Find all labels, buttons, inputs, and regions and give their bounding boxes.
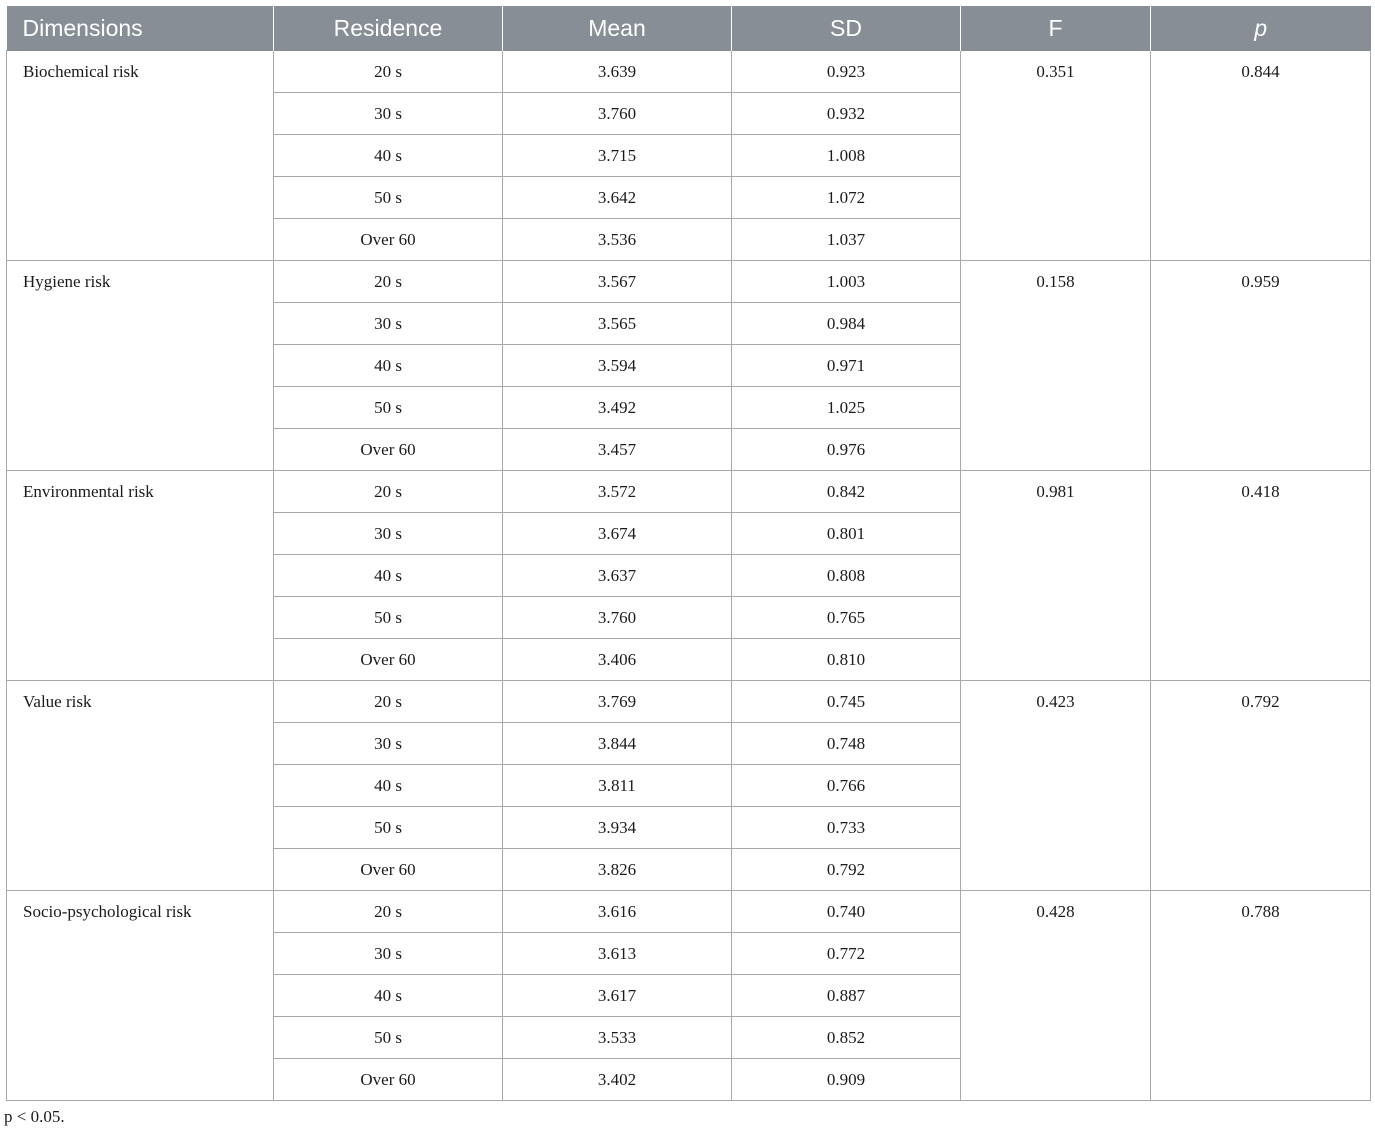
sd-cell: 0.801 <box>732 513 961 555</box>
residence-cell: 20 s <box>274 261 503 303</box>
sd-cell: 0.971 <box>732 345 961 387</box>
mean-cell: 3.639 <box>503 51 732 93</box>
residence-cell: 20 s <box>274 891 503 933</box>
sd-cell: 0.810 <box>732 639 961 681</box>
p-value-cell: 0.418 <box>1151 471 1371 681</box>
residence-cell: 30 s <box>274 93 503 135</box>
residence-cell: 50 s <box>274 807 503 849</box>
table-body <box>7 51 1371 1101</box>
residence-cell: 20 s <box>274 681 503 723</box>
sd-cell: 0.852 <box>732 1017 961 1059</box>
residence-cell: 40 s <box>274 555 503 597</box>
residence-cell: 20 s <box>274 471 503 513</box>
sd-cell: 0.923 <box>732 51 961 93</box>
sd-cell: 0.733 <box>732 807 961 849</box>
mean-cell: 3.642 <box>503 177 732 219</box>
sd-cell: 0.745 <box>732 681 961 723</box>
sd-cell: 0.808 <box>732 555 961 597</box>
table-row <box>7 471 1371 513</box>
residence-cell: 30 s <box>274 933 503 975</box>
mean-cell: 3.934 <box>503 807 732 849</box>
sd-cell: 1.025 <box>732 387 961 429</box>
sd-cell: 1.037 <box>732 219 961 261</box>
mean-cell: 3.536 <box>503 219 732 261</box>
header-p: p <box>1151 6 1371 51</box>
dimension-cell: Value risk <box>7 681 274 891</box>
residence-cell: 30 s <box>274 513 503 555</box>
mean-cell: 3.457 <box>503 429 732 471</box>
sd-cell: 0.772 <box>732 933 961 975</box>
sd-cell: 0.976 <box>732 429 961 471</box>
mean-cell: 3.492 <box>503 387 732 429</box>
residence-cell: 30 s <box>274 723 503 765</box>
residence-cell: 40 s <box>274 765 503 807</box>
residence-cell: Over 60 <box>274 639 503 681</box>
sd-cell: 0.766 <box>732 765 961 807</box>
f-value-cell: 0.158 <box>961 261 1151 471</box>
sd-cell: 0.740 <box>732 891 961 933</box>
dimension-cell: Biochemical risk <box>7 51 274 261</box>
header-sd: SD <box>732 6 961 51</box>
residence-cell: Over 60 <box>274 219 503 261</box>
header-f: F <box>961 6 1151 51</box>
sd-cell: 0.765 <box>732 597 961 639</box>
header-row <box>7 6 1371 51</box>
mean-cell: 3.406 <box>503 639 732 681</box>
mean-cell: 3.402 <box>503 1059 732 1101</box>
sd-cell: 1.008 <box>732 135 961 177</box>
sd-cell: 1.003 <box>732 261 961 303</box>
residence-cell: 20 s <box>274 51 503 93</box>
residence-cell: 40 s <box>274 975 503 1017</box>
residence-cell: 40 s <box>274 135 503 177</box>
f-value-cell: 0.428 <box>961 891 1151 1101</box>
p-value-cell: 0.788 <box>1151 891 1371 1101</box>
sd-cell: 0.932 <box>732 93 961 135</box>
table-row <box>7 261 1371 303</box>
mean-cell: 3.616 <box>503 891 732 933</box>
residence-cell: 50 s <box>274 387 503 429</box>
sd-cell: 0.748 <box>732 723 961 765</box>
mean-cell: 3.594 <box>503 345 732 387</box>
table-row <box>7 891 1371 933</box>
dimension-cell: Hygiene risk <box>7 261 274 471</box>
sd-cell: 0.984 <box>732 303 961 345</box>
mean-cell: 3.565 <box>503 303 732 345</box>
residence-cell: Over 60 <box>274 429 503 471</box>
mean-cell: 3.715 <box>503 135 732 177</box>
residence-cell: 40 s <box>274 345 503 387</box>
residence-cell: Over 60 <box>274 849 503 891</box>
header-mean: Mean <box>503 6 732 51</box>
mean-cell: 3.760 <box>503 93 732 135</box>
mean-cell: 3.572 <box>503 471 732 513</box>
mean-cell: 3.674 <box>503 513 732 555</box>
sd-cell: 0.909 <box>732 1059 961 1101</box>
f-value-cell: 0.981 <box>961 471 1151 681</box>
table-footnote: p < 0.05. <box>4 1107 65 1126</box>
header-residence: Residence <box>274 6 503 51</box>
mean-cell: 3.769 <box>503 681 732 723</box>
dimension-cell: Socio-psychological risk <box>7 891 274 1101</box>
table-row <box>7 51 1371 93</box>
sd-cell: 0.842 <box>732 471 961 513</box>
residence-cell: Over 60 <box>274 1059 503 1101</box>
anova-table <box>6 6 1371 1101</box>
residence-cell: 50 s <box>274 1017 503 1059</box>
residence-cell: 50 s <box>274 177 503 219</box>
sd-cell: 1.072 <box>732 177 961 219</box>
p-value-cell: 0.959 <box>1151 261 1371 471</box>
mean-cell: 3.811 <box>503 765 732 807</box>
residence-cell: 50 s <box>274 597 503 639</box>
sd-cell: 0.792 <box>732 849 961 891</box>
mean-cell: 3.613 <box>503 933 732 975</box>
f-value-cell: 0.351 <box>961 51 1151 261</box>
table-row <box>7 681 1371 723</box>
dimension-cell: Environmental risk <box>7 471 274 681</box>
p-value-cell: 0.792 <box>1151 681 1371 891</box>
mean-cell: 3.760 <box>503 597 732 639</box>
table-header <box>7 6 1371 51</box>
residence-cell: 30 s <box>274 303 503 345</box>
f-value-cell: 0.423 <box>961 681 1151 891</box>
mean-cell: 3.844 <box>503 723 732 765</box>
mean-cell: 3.826 <box>503 849 732 891</box>
p-value-cell: 0.844 <box>1151 51 1371 261</box>
sd-cell: 0.887 <box>732 975 961 1017</box>
mean-cell: 3.637 <box>503 555 732 597</box>
mean-cell: 3.567 <box>503 261 732 303</box>
table-container <box>6 6 1370 1127</box>
mean-cell: 3.617 <box>503 975 732 1017</box>
header-dimensions: Dimensions <box>7 6 274 51</box>
mean-cell: 3.533 <box>503 1017 732 1059</box>
